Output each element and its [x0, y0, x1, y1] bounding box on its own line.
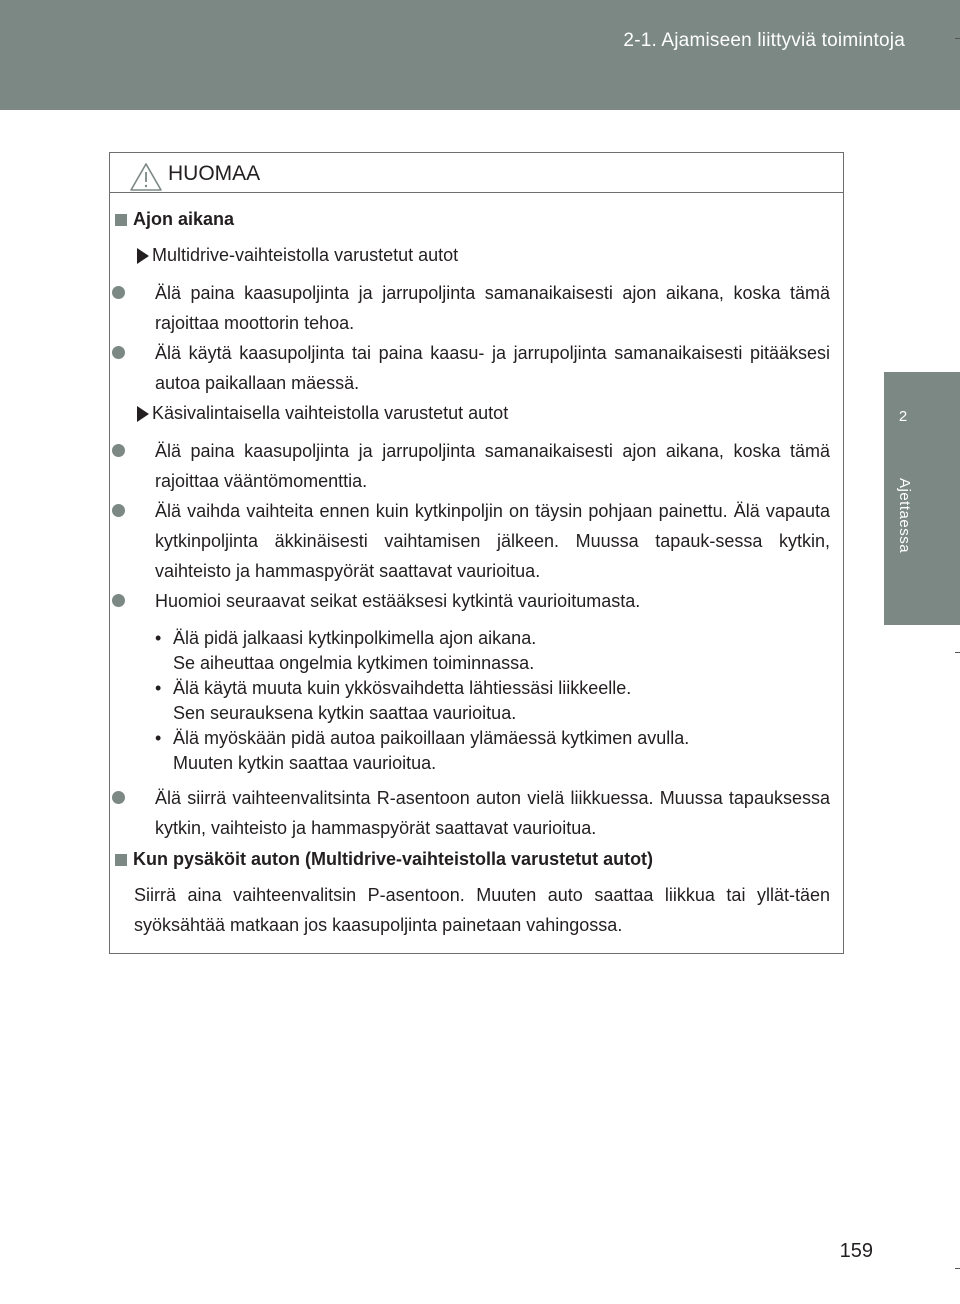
crop-mark	[955, 652, 960, 653]
warning-triangle-icon	[129, 162, 163, 192]
sub-list-item: • Älä pidä jalkaasi kytkinpolkimella ajon aikana. Se aiheuttaa ongelmia kytkimen toiminnassa.	[155, 628, 537, 673]
section-heading: Kun pysäköit auton (Multidrive-vaihteistolla varustetut autot)	[115, 849, 653, 870]
list-item: Älä käytä kaasupoljinta tai paina kaasu- ja jarrupoljinta samanaikaisesti pitääksesi autoa paikallaan mäessä.	[112, 338, 830, 398]
circle-bullet-icon	[112, 791, 125, 804]
arrow-right-icon	[137, 406, 149, 422]
list-item: Älä vaihda vaihteita ennen kuin kytkinpoljin on täysin pohjaan painettu. Älä vapauta kytkinpoljinta äkkinäisesti vaihtamisen jälkeen. Muussa tapauk-sessa kytkin, vaihteisto ja hammaspyörät saattavat vaurioitua.	[112, 496, 830, 586]
list-item: Älä siirrä vaihteenvalitsinta R-asentoon auton vielä liikkuessa. Muussa tapauksessa kytkin, vaihteisto ja hammaspyörät saattavat vaurioitua.	[112, 783, 830, 843]
sub-list	[155, 626, 815, 776]
page-number: 159	[839, 1240, 873, 1262]
notice-header	[110, 153, 843, 193]
chapter-label: Ajettaessa	[896, 478, 913, 554]
crop-mark	[955, 38, 960, 39]
sub-list-item: • Älä käytä muuta kuin ykkösvaihdetta lähtiessäsi liikkeelle. Sen seurauksena kytkin saattaa vaurioitua.	[155, 678, 632, 723]
list-item: Huomioi seuraavat seikat estääksesi kytkintä vaurioitumasta.	[112, 586, 830, 616]
header-band	[0, 0, 960, 110]
section-title: 2-1. Ajamiseen liittyviä toimintoja	[623, 30, 905, 51]
section-text: Siirrä aina vaihteenvalitsin P-asentoon. Muuten auto saattaa liikkua tai yllät-täen syöksähtää matkaan jos kaasupoljinta painetaan vahingossa.	[134, 885, 830, 935]
vehicle-type-label: Käsivalintaisella vaihteistolla varustetut autot	[137, 403, 508, 424]
crop-mark	[955, 1268, 960, 1269]
circle-bullet-icon	[112, 504, 125, 517]
square-bullet-icon	[115, 214, 127, 226]
arrow-right-icon	[137, 248, 149, 264]
list-item: Älä paina kaasupoljinta ja jarrupoljinta samanaikaisesti ajon aikana, koska tämä rajoittaa moottorin tehoa.	[112, 278, 830, 338]
section-heading: Ajon aikana	[115, 209, 234, 230]
circle-bullet-icon	[112, 594, 125, 607]
chapter-number: 2	[898, 408, 908, 425]
sub-list-item: • Älä myöskään pidä autoa paikoillaan ylämäessä kytkimen avulla. Muuten kytkin saattaa vaurioitua.	[155, 728, 690, 773]
circle-bullet-icon	[112, 346, 125, 359]
square-bullet-icon	[115, 854, 127, 866]
list-item: Älä paina kaasupoljinta ja jarrupoljinta samanaikaisesti ajon aikana, koska tämä rajoittaa vääntömomenttia.	[112, 436, 830, 496]
vehicle-type-label: Multidrive-vaihteistolla varustetut autot	[137, 245, 458, 266]
circle-bullet-icon	[112, 444, 125, 457]
notice-box	[109, 152, 844, 954]
notice-title: HUOMAA	[168, 162, 261, 185]
circle-bullet-icon	[112, 286, 125, 299]
